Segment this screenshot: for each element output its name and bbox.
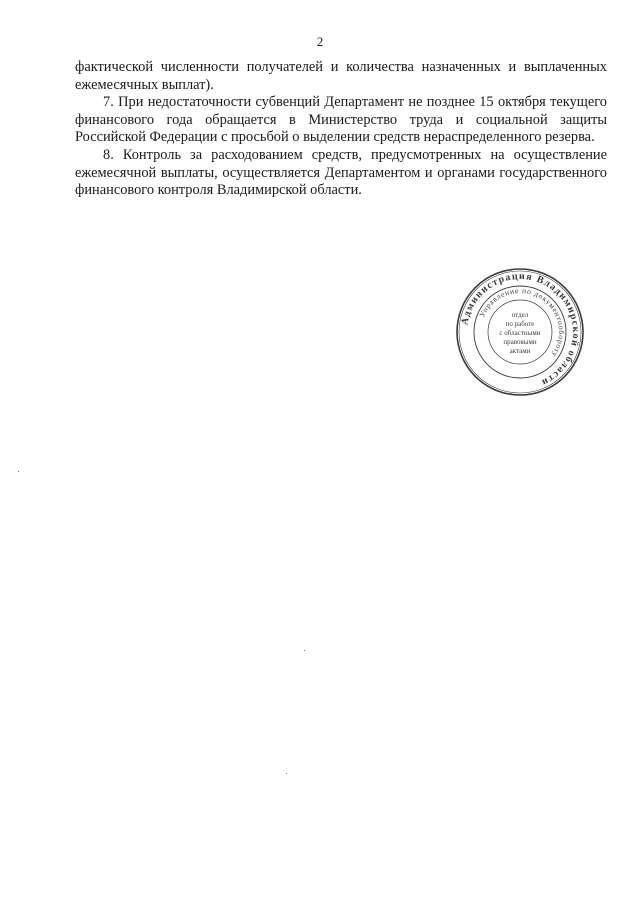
stamp-outer-text: Администрация Владимирской области [459, 270, 582, 389]
paragraph-8: 8. Контроль за расходованием средств, предусмотренных на осуществление ежемесячной выплаты, осуществляется Департаментом и органами государственного финансового контроля Владимирской области. [75, 146, 607, 199]
scan-speck [286, 773, 287, 774]
stamp-center-line-3: с областными [499, 329, 541, 337]
scan-speck [304, 650, 305, 651]
scan-speck [18, 471, 19, 472]
document-body [75, 59, 607, 200]
stamp-center-line-1: отдел [511, 311, 529, 319]
stamp-inner-text: Управление по документообороту [477, 285, 567, 360]
stamp-center-line-5: актами [509, 347, 531, 355]
page-number: 2 [316, 34, 324, 49]
stamp-center-line-4: правовыми [503, 338, 537, 346]
stamp-center-line-2: по работе [505, 320, 535, 328]
paragraph-continuation: фактической численности получателей и количества назначенных и выплаченных ежемесячных выплат). [75, 59, 607, 93]
paragraph-7: 7. При недостаточности субвенций Департамент не позднее 15 октября текущего финансового года обращается в Министерство труда и социальной защиты Российской Федерации с просьбой о выделении средств нераспределенного резерва. [75, 94, 607, 146]
official-stamp [455, 267, 585, 397]
